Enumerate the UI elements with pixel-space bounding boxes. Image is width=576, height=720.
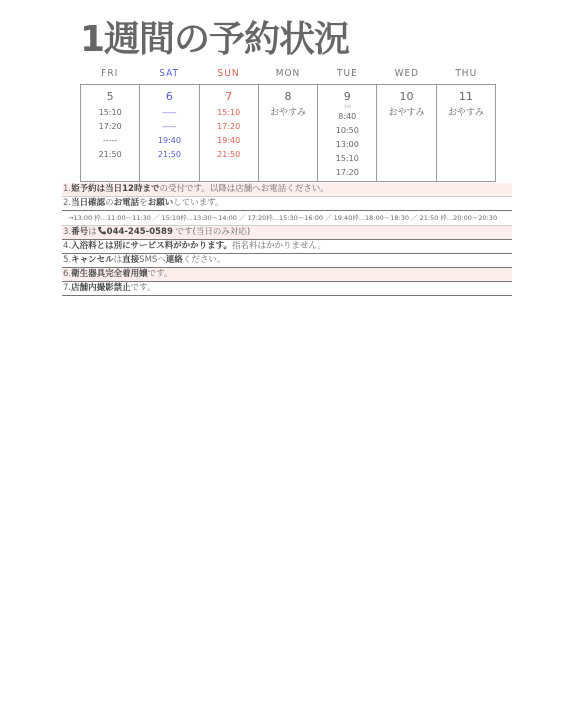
page-title: 1週間の予約状況 — [80, 19, 350, 60]
notice-bold: 店舗内撮影禁止 — [71, 283, 131, 293]
notice-text: しています。 — [173, 198, 224, 208]
day-date: 8 — [284, 90, 292, 103]
notice-number: 7. — [63, 283, 72, 293]
notice-4 — [62, 240, 512, 254]
notice-bold: 姫予約は当日12時まで — [71, 184, 160, 194]
day-header-sat: SAT — [159, 68, 180, 79]
day-column-thu — [436, 85, 495, 181]
time-slot[interactable]: 8:40 — [338, 112, 357, 121]
notice-number: 3. — [63, 227, 72, 237]
time-slot[interactable]: 19:40 — [217, 136, 241, 145]
notice-bold: 連絡 — [165, 255, 183, 265]
day-off-label: おやすみ — [447, 108, 484, 118]
time-slot[interactable]: 21:50 — [157, 150, 181, 159]
time-slot: ----- — [102, 136, 118, 145]
notice-text: を — [139, 198, 148, 208]
time-slot[interactable]: 17:20 — [217, 122, 241, 131]
day-date: 11 — [458, 90, 473, 103]
day-header-mon: MON — [275, 68, 301, 79]
slot-list — [140, 106, 198, 162]
notice-number: 2. — [63, 198, 72, 208]
time-slot[interactable]: 13:00 — [335, 140, 359, 149]
notice-text: の — [105, 198, 114, 208]
notice-text: は — [113, 255, 123, 265]
time-slot[interactable]: 10:50 — [335, 126, 359, 135]
day-columns — [80, 84, 496, 182]
day-column-sun — [199, 85, 258, 181]
notice-text: は — [88, 227, 97, 237]
notice-text: ください。 — [182, 255, 226, 265]
notice-text: SMSへ — [139, 255, 166, 265]
time-slot[interactable]: 21:50 — [217, 150, 241, 159]
notice-bold: 入浴料とは別にサービス料がかかります。 — [71, 241, 232, 251]
notice-5 — [62, 254, 512, 268]
time-slot: ----- — [162, 108, 177, 117]
day-header-row — [80, 66, 496, 84]
notice-6 — [62, 268, 512, 282]
day-header-thu: THU — [455, 68, 478, 79]
time-slot[interactable]: 17:20 — [335, 168, 359, 177]
day-header-fri: FRI — [101, 68, 119, 79]
notice-number: 5. — [63, 255, 72, 265]
confirmation-call-windows: →13:00 枠...11:00〜11:30 ／ 15:10枠...13:30〜14:00 ／ 17:20枠...15:30〜16:00 ／ 19:40枠...18:00〜18:30 ／ 21:50 枠...20:00〜20:30 — [62, 211, 512, 226]
notice-bold: 衛生器具完全着用嬢 — [71, 269, 148, 279]
notice-number: 4. — [63, 241, 72, 251]
day-header-sun: SUN — [217, 68, 240, 79]
notice-3 — [62, 226, 512, 240]
notice-2 — [62, 197, 512, 211]
notice-bold: キャンセル — [71, 255, 114, 265]
notice-number: 6. — [63, 269, 72, 279]
notice-number: 1. — [63, 184, 72, 194]
weekly-schedule — [80, 66, 496, 182]
notice-text: です。 — [147, 269, 173, 279]
day-date: 10 — [399, 90, 414, 103]
slot-list — [200, 106, 258, 162]
time-slot[interactable]: 15:10 — [98, 108, 122, 117]
notice-bold: お電話 — [113, 198, 140, 208]
day-date: 9 — [343, 90, 351, 103]
slot-list — [437, 106, 495, 120]
notice-list — [62, 183, 512, 296]
day-column-tue — [317, 85, 376, 181]
notice-text: 指名料はかかりません。 — [231, 241, 326, 251]
day-off-label: おやすみ — [388, 108, 425, 118]
notice-bold: 番号 — [71, 227, 89, 237]
slot-list — [81, 106, 139, 162]
day-column-mon — [258, 85, 317, 181]
notice-1 — [62, 183, 512, 197]
day-header-wed: WED — [394, 68, 420, 79]
time-slot[interactable]: 19:40 — [157, 136, 181, 145]
day-off-label: おやすみ — [269, 108, 306, 118]
notice-bold: 直接 — [122, 255, 140, 265]
time-slot[interactable]: 15:10 — [335, 154, 359, 163]
day-date: 7 — [225, 90, 233, 103]
time-slot[interactable]: 21:50 — [98, 150, 122, 159]
time-slot[interactable]: 15:10 — [217, 108, 241, 117]
phone-icon — [97, 226, 107, 235]
slot-list — [318, 110, 376, 180]
notice-text: です。 — [130, 283, 156, 293]
time-slot: ----- — [162, 122, 177, 131]
notice-text: です(当日のみ対応) — [172, 227, 251, 237]
day-note: 予約 — [343, 104, 352, 109]
notice-bold: 当日確認 — [71, 198, 106, 208]
notice-text: の受付です。以降は店舗へお電話ください。 — [159, 184, 329, 194]
day-date: 6 — [165, 90, 173, 103]
slot-list — [259, 106, 317, 120]
day-column-sat — [139, 85, 198, 181]
day-column-fri — [81, 85, 139, 181]
time-slot[interactable]: 17:20 — [98, 122, 122, 131]
notice-7 — [62, 282, 512, 296]
day-column-wed — [376, 85, 435, 181]
day-date: 5 — [106, 90, 114, 103]
notice-bold: お願い — [147, 198, 174, 208]
slot-list — [377, 106, 435, 120]
day-header-tue: TUE — [337, 68, 358, 79]
phone-number-link[interactable]: 044-245-0589 — [106, 227, 173, 237]
